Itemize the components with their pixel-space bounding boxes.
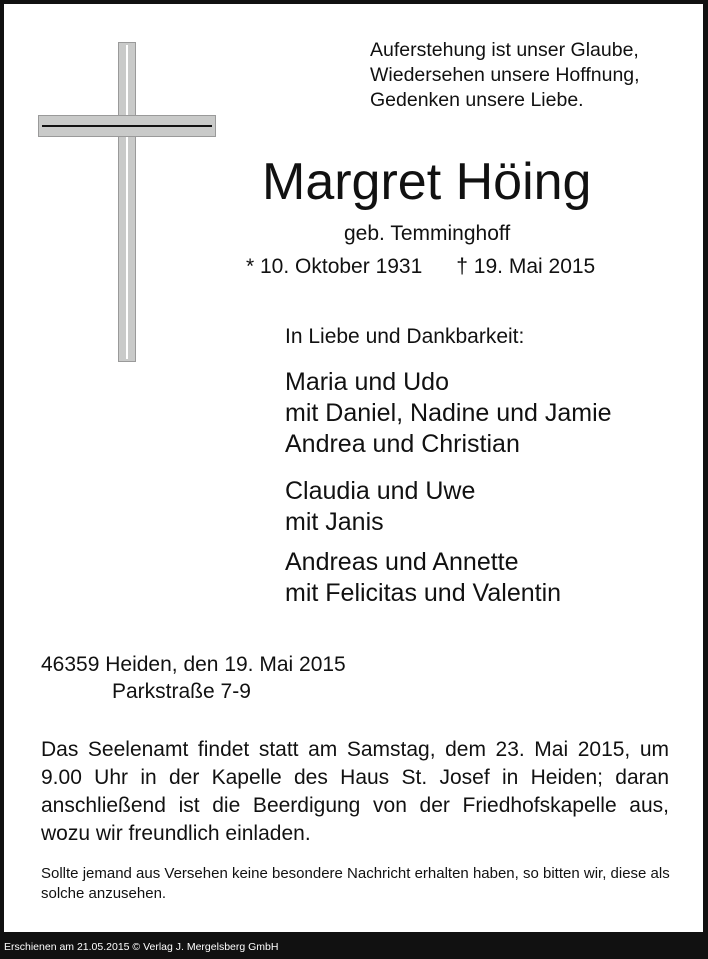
- street-address: Parkstraße 7-9: [112, 680, 251, 703]
- mourners-intro: In Liebe und Dankbarkeit:: [285, 325, 525, 348]
- service-notice: Das Seelenamt findet statt am Samstag, dem 23. Mai 2015, um 9.00 Uhr in der Kapelle des Haus St. Josef in Heiden; daran anschließend ist die Beerdigung von der Friedhofskapelle aus, wozu wir freundlich einladen.: [41, 738, 669, 845]
- family-group: [285, 547, 561, 609]
- family-line: mit Daniel, Nadine und Jamie: [285, 399, 612, 427]
- family-group: [285, 367, 612, 460]
- family-line: Andrea und Christian: [285, 430, 520, 458]
- obituary-notice: [4, 4, 703, 932]
- motto-line: Gedenken unsere Liebe.: [370, 89, 584, 111]
- motto: [370, 38, 640, 113]
- death-date: † 19. Mai 2015: [456, 255, 596, 278]
- family-line: Andreas und Annette: [285, 548, 519, 576]
- place-date: 46359 Heiden, den 19. Mai 2015: [41, 653, 346, 676]
- birth-date: * 10. Oktober 1931: [246, 255, 423, 278]
- deceased-name: Margret Höing: [262, 153, 592, 211]
- motto-line: Wiedersehen unsere Hoffnung,: [370, 64, 640, 86]
- life-dates: [246, 254, 595, 280]
- family-line: Claudia und Uwe: [285, 477, 476, 505]
- family-line: Maria und Udo: [285, 368, 449, 396]
- birth-name: geb. Temminghoff: [344, 222, 511, 245]
- publication-footer: Erschienen am 21.05.2015 © Verlag J. Mergelsberg GmbH: [4, 941, 279, 953]
- motto-line: Auferstehung ist unser Glaube,: [370, 39, 639, 61]
- family-group: [285, 476, 475, 538]
- family-line: mit Felicitas und Valentin: [285, 579, 562, 607]
- family-line: mit Janis: [285, 508, 384, 536]
- small-notice: Sollte jemand aus Versehen keine besondere Nachricht erhalten haben, so bitten wir, diese als solche anzusehen.: [41, 865, 670, 902]
